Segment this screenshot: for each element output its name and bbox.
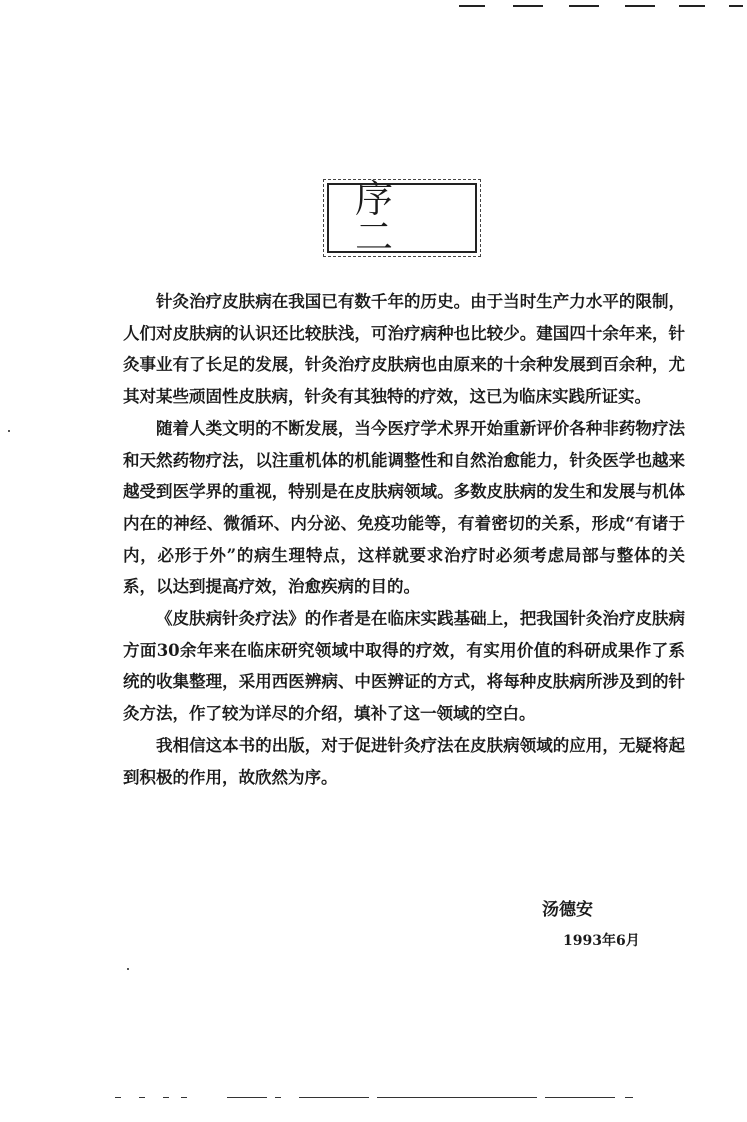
scan-speck bbox=[8, 430, 10, 432]
preface-body bbox=[123, 286, 685, 793]
bottom-dashed-rule bbox=[115, 1095, 635, 1101]
paragraph-2: 随着人类文明的不断发展，当今医疗学术界开始重新评价各种非药物疗法和天然药物疗法，以注重机体的机能调整性和自然治愈能力，针灸医学也越来越受到医学界的重视，特别是在皮肤病领域。多数皮肤病的发生和发展与机体内在的神经、微循环、内分泌、免疫功能等，有着密切的关系，形成“有诸于内，必形于外”的病生理特点，这样就要求治疗时必须考虑局部与整体的关系，以达到提高疗效，治愈疾病的目的。 bbox=[123, 418, 685, 597]
scan-speck bbox=[127, 968, 129, 970]
paragraph-3: 《皮肤病针灸疗法》的作者是在临床实践基础上，把我国针灸治疗皮肤病方面30余年来在临床研究领域中取得的疗效，有实用价值的科研成果作了系统的收集整理，采用西医辨病、中医辨证的方式，将每种皮肤病所涉及到的针灸方法，作了较为详尽的介绍，填补了这一领域的空白。 bbox=[123, 609, 685, 724]
signature-date: 1993年6月 bbox=[563, 933, 640, 949]
paragraph-4: 我相信这本书的出版，对于促进针灸疗法在皮肤病领域的应用，无疑将起到积极的作用，故欣然为序。 bbox=[123, 735, 685, 787]
paragraph-1: 针灸治疗皮肤病在我国已有数千年的历史。由于当时生产力水平的限制，人们对皮肤病的认识还比较肤浅，可治疗病种也比较少。建国四十余年来，针灸事业有了长足的发展，针灸治疗皮肤病也由原来的十余种发展到百余种，尤其对某些顽固性皮肤病，针灸有其独特的疗效，这已为临床实践所证实。 bbox=[123, 292, 685, 407]
page-title: 序 二 bbox=[355, 177, 420, 259]
title-frame bbox=[327, 177, 477, 259]
author-signature: 汤德安 bbox=[542, 900, 593, 920]
top-edge-dashes bbox=[457, 0, 747, 8]
